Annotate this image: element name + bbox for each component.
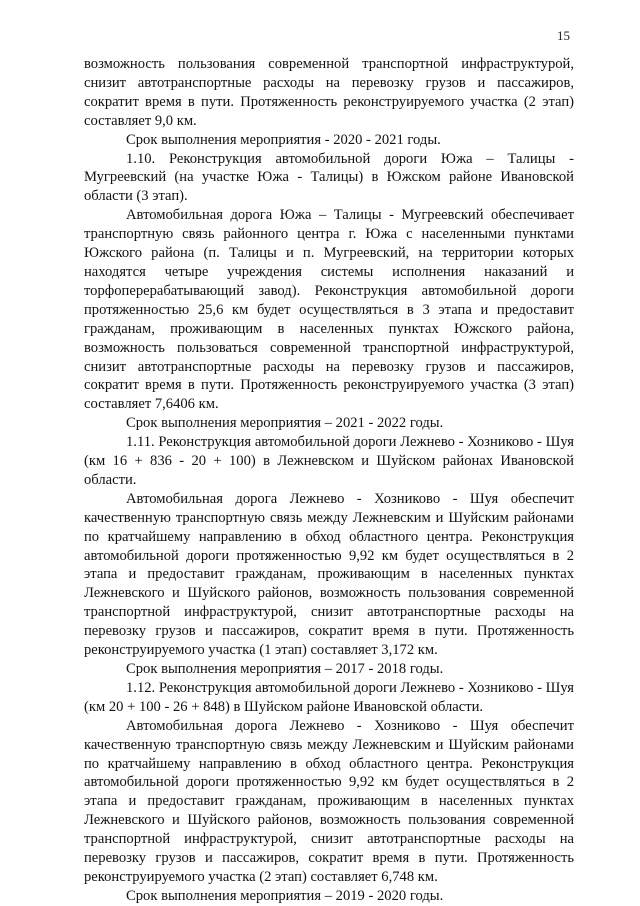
page-number: 15 [557, 28, 570, 43]
page-body [84, 55, 574, 906]
deadline-2020-2021: Срок выполнения мероприятия - 2020 - 2021 годы. [126, 131, 441, 148]
section-heading-1-11: 1.11. Реконструкция автомобильной дороги Лежнево - Хозниково - Шуя (км 16 + 836 - 20 + 100) в Лежневском и Шуйском районах Ивановской области. [84, 434, 574, 488]
deadline-2017-2018: Срок выполнения мероприятия – 2017 - 2018 годы. [126, 661, 444, 677]
paragraph-lezhnevo-stage-2: Автомобильная дорога Лежнево - Хозниково - Шуя обеспечит качественную транспортную связь между Лежневским и Шуйским районами по кратчайшему направлению в обход областного центра. Реконструкция автомобильной дороги протяженностью 9,92 км будет осуществляться в 2 этапа и предоставит гражданам, проживающим в населенных пунктах Лежневского и Шуйского районов, возможность пользования современной транспортной инфраструктурой, снизит автотранспортные расходы на перевозку грузов и пассажиров, сократит время в пути. Протяженность реконструируемого участка (2 этап) составляет 6,748 км. [84, 717, 574, 885]
paragraph-road-9-0-km-continuation: возможность пользования современной транспортной инфраструктурой, снизит автотранспортные расходы на перевозку грузов и пассажиров, сократит время в пути. Протяженность реконструируемого участка (2 этап) составляет 9,0 км. [84, 56, 574, 129]
deadline-2019-2020: Срок выполнения мероприятия – 2019 - 2020 годы. [126, 887, 444, 904]
section-heading-1-12: 1.12. Реконструкция автомобильной дороги Лежнево - Хозниково - Шуя (км 20 + 100 - 26 + 848) в Шуйском районе Ивановской области. [84, 679, 574, 715]
paragraph-yuzha-talitsy: Автомобильная дорога Южа – Талицы - Мугреевский обеспечивает транспортную связь районного центра г. Южа с населенными пунктами Южского района (п. Талицы и п. Мугреевский, на территории которых находятся четыре учреждения системы исполнения наказаний и торфоперерабатывающий завод). Реконструкция автомобильной дороги протяженностью 25,6 км будет осуществляться в 3 этапа и предоставит гражданам, проживающим в населенных пунктах Южского района, возможность пользоваться современной транспортной инфраструктурой, снизит автотранспортные расходы на перевозку грузов и пассажиров, сократит время в пути. Протяженность реконструируемого участка (3 этап) составляет 7,6406 км. [84, 207, 574, 413]
paragraph-lezhnevo-stage-1: Автомобильная дорога Лежнево - Хозниково - Шуя обеспечит качественную транспортную связь между Лежневским и Шуйским районами по кратчайшему направлению в обход областного центра. Реконструкция автомобильной дороги протяженностью 9,92 км будет осуществляться в 2 этапа и предоставит гражданам, проживающим в населенных пунктах Лежневского и Шуйского районов, возможность пользования современной транспортной инфраструктурой, снизит автотранспортные расходы на перевозку грузов и пассажиров, сократит время в пути. Протяженность реконструируемого участка (1 этап) составляет 3,172 км. [84, 490, 574, 659]
section-heading-1-10: 1.10. Реконструкция автомобильной дороги Южа – Талицы - Мугреевский (на участке Южа - Талицы) в Южском районе Ивановской области (3 этап). [84, 150, 574, 205]
deadline-2021-2022: Срок выполнения мероприятия – 2021 - 2022 годы. [126, 415, 444, 432]
